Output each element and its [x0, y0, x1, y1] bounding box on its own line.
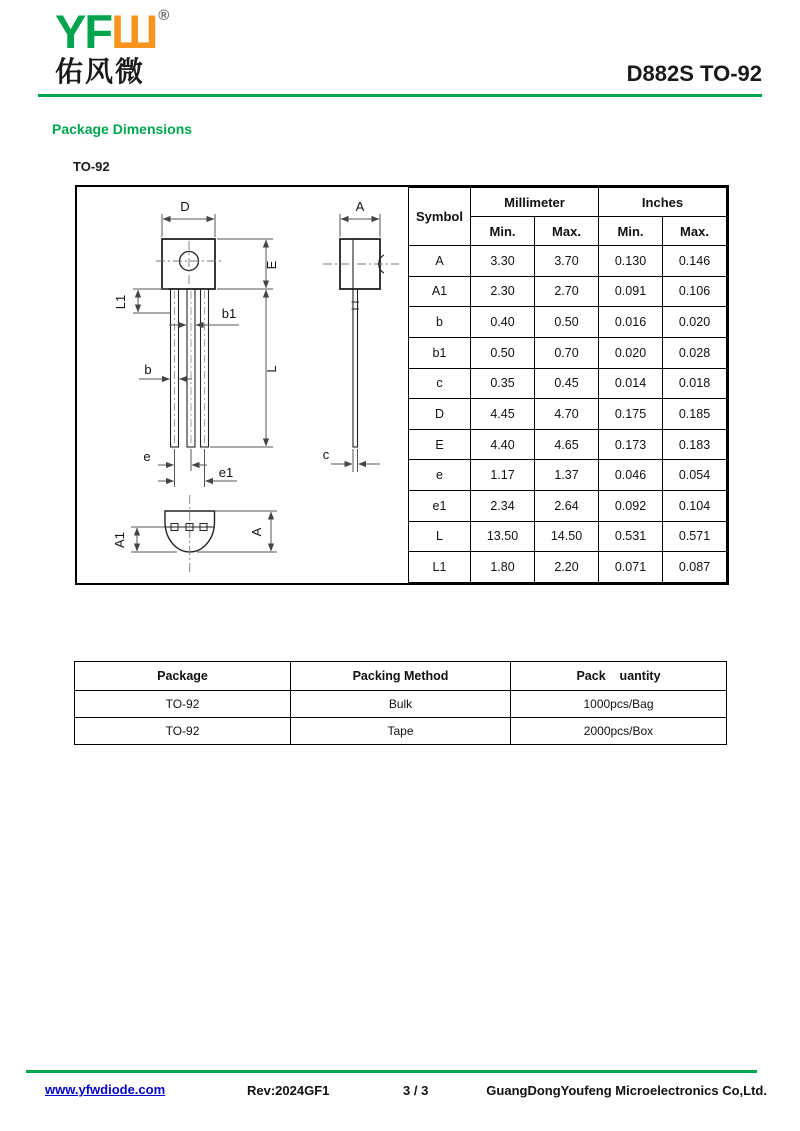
dim-table-cell: 0.014 [599, 368, 663, 399]
packing-table-cell: Bulk [291, 691, 511, 718]
dim-table-cell: 0.046 [599, 460, 663, 491]
dim-table-cell: 0.130 [599, 246, 663, 277]
dim-table-cell: 3.70 [535, 246, 599, 277]
dim-table-cell: 4.65 [535, 429, 599, 460]
logo-yf-text: YF [55, 5, 112, 58]
company-name: GuangDongYoufeng Microelectronics Co,Ltd. [486, 1083, 767, 1098]
dim-table-row [409, 429, 727, 460]
dim-table-cell: 0.531 [599, 521, 663, 552]
dim-table-millimeter-header: Millimeter [471, 188, 599, 217]
to92-drawing-svg [77, 187, 412, 583]
dim-table-row [409, 246, 727, 277]
dim-table-cell: 2.20 [535, 552, 599, 583]
dim-table-row [409, 276, 727, 307]
dim-label-A-bottom: A [249, 527, 264, 537]
dim-label-D: D [180, 199, 190, 214]
dim-table-cell: 0.104 [663, 491, 727, 522]
packing-table-cell: TO-92 [75, 691, 291, 718]
dim-table-cell: A1 [409, 276, 471, 307]
packing-table-cell: Tape [291, 718, 511, 745]
registered-trademark-icon: ® [158, 7, 170, 24]
dim-table-symbol-header: Symbol [409, 188, 471, 246]
dim-table-cell: 1.17 [471, 460, 535, 491]
dim-table-cell: 0.087 [663, 552, 727, 583]
dim-table-cell: 0.020 [599, 337, 663, 368]
dim-table-cell: 0.020 [663, 307, 727, 338]
dimension-table [408, 187, 727, 583]
dim-table-body [409, 246, 727, 583]
packing-table-row [75, 718, 727, 745]
dim-table-cell: A [409, 246, 471, 277]
dim-table-max-in-header: Max. [663, 217, 727, 246]
dim-table-row [409, 368, 727, 399]
dim-table-cell: E [409, 429, 471, 460]
dim-label-e1: e1 [218, 465, 234, 480]
dim-table-cell: 2.70 [535, 276, 599, 307]
packing-table-body [75, 691, 727, 745]
dim-table-row [409, 307, 727, 338]
dim-table-cell: 0.35 [471, 368, 535, 399]
package-dimensions-panel [75, 185, 729, 585]
dim-table-cell: 1.37 [535, 460, 599, 491]
dim-table-cell: D [409, 399, 471, 430]
dim-table-cell: b1 [409, 337, 471, 368]
page-title: D882S TO-92 [626, 61, 762, 86]
packing-table-cell: TO-92 [75, 718, 291, 745]
packing-table-cell: 2000pcs/Box [511, 718, 727, 745]
dim-table-cell: 0.50 [535, 307, 599, 338]
dim-table-min-in-header: Min. [599, 217, 663, 246]
page-number: 3 / 3 [403, 1083, 429, 1098]
dim-label-L: L [264, 365, 279, 373]
dim-table-cell: 0.183 [663, 429, 727, 460]
dim-table-cell: 0.091 [599, 276, 663, 307]
packing-table-quantity-header: Pack uantity [511, 662, 727, 691]
dim-table-cell: 0.028 [663, 337, 727, 368]
side-view [323, 199, 399, 472]
dim-table-inches-header: Inches [599, 188, 727, 217]
packing-table-row [75, 691, 727, 718]
dim-table-cell: 0.45 [535, 368, 599, 399]
dim-table-max-mm-header: Max. [535, 217, 599, 246]
dim-label-b: b [144, 362, 152, 377]
dim-label-c: c [322, 447, 330, 462]
dim-table-cell: e [409, 460, 471, 491]
dim-table-cell: L1 [409, 552, 471, 583]
dim-table-row [409, 552, 727, 583]
bottom-view [112, 495, 277, 572]
logo-w-glyph: Ш [111, 5, 157, 58]
dim-label-L1: L1 [113, 294, 128, 310]
dim-table-cell: 14.50 [535, 521, 599, 552]
dim-label-A1: A1 [112, 532, 127, 548]
footer-divider [26, 1070, 757, 1073]
dim-table-cell: 2.34 [471, 491, 535, 522]
logo-chinese-name: 佑风微 [55, 56, 146, 87]
packing-table-method-header: Packing Method [291, 662, 511, 691]
dim-table-cell: 0.054 [663, 460, 727, 491]
packing-table [74, 661, 727, 745]
dim-table-cell: e1 [409, 491, 471, 522]
header-divider [38, 94, 762, 97]
dim-table-cell: 0.571 [663, 521, 727, 552]
dim-table-cell: 0.173 [599, 429, 663, 460]
dim-table-cell: 0.146 [663, 246, 727, 277]
dim-table-cell: 2.64 [535, 491, 599, 522]
dim-table-cell: 0.185 [663, 399, 727, 430]
dim-table-row [409, 521, 727, 552]
dim-table-cell: c [409, 368, 471, 399]
dim-table-cell: 0.175 [599, 399, 663, 430]
dim-label-E: E [264, 260, 279, 270]
to92-technical-drawing [77, 187, 412, 583]
dim-table-cell: 4.70 [535, 399, 599, 430]
dim-label-A-side: A [355, 199, 365, 214]
dim-table-cell: 3.30 [471, 246, 535, 277]
packing-table-package-header: Package [75, 662, 291, 691]
dim-table-cell: 0.106 [663, 276, 727, 307]
dim-table-min-mm-header: Min. [471, 217, 535, 246]
dim-table-row [409, 491, 727, 522]
dim-table-cell: 0.018 [663, 368, 727, 399]
dim-table-cell: 2.30 [471, 276, 535, 307]
dim-label-e: e [143, 449, 151, 464]
front-view [113, 199, 279, 487]
dim-table-row [409, 337, 727, 368]
website-link[interactable]: www.yfwdiode.com [45, 1082, 166, 1097]
dim-table-row [409, 399, 727, 430]
dim-table-cell: L [409, 521, 471, 552]
dim-table-cell: 0.016 [599, 307, 663, 338]
dim-table-row [409, 460, 727, 491]
dim-table-cell: 4.40 [471, 429, 535, 460]
dim-table-cell: 0.092 [599, 491, 663, 522]
dim-table-cell: 4.45 [471, 399, 535, 430]
dim-table-cell: b [409, 307, 471, 338]
dim-table-cell: 1.80 [471, 552, 535, 583]
package-type-label: TO-92 [73, 159, 110, 174]
dim-table-cell: 13.50 [471, 521, 535, 552]
section-heading: Package Dimensions [52, 121, 193, 137]
dim-table-cell: 0.40 [471, 307, 535, 338]
company-logo [55, 5, 170, 87]
dim-table-cell: 0.70 [535, 337, 599, 368]
dim-label-b1: b1 [221, 306, 237, 321]
dim-table-cell: 0.50 [471, 337, 535, 368]
packing-table-cell: 1000pcs/Bag [511, 691, 727, 718]
revision-label: Rev:2024GF1 [247, 1083, 330, 1098]
dim-table-cell: 0.071 [599, 552, 663, 583]
